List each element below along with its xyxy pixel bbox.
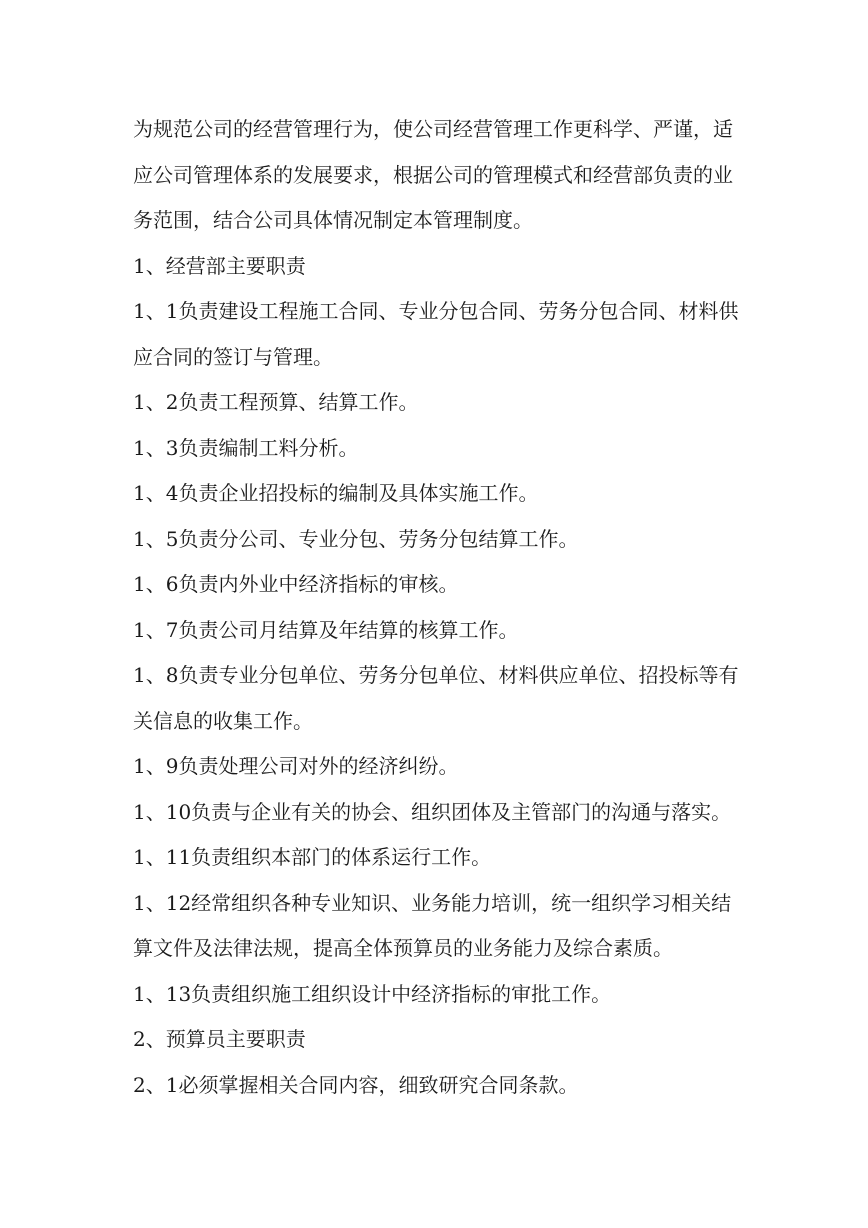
list-item-2-1: 2、1必须掌握相关合同内容，细致研究合同条款。 [133, 1072, 579, 1097]
list-item-1-1: 1、1负责建设工程施工合同、专业分包合同、劳务分包合同、材料供应合同的签订与管理。 [133, 299, 739, 369]
list-item-1-9: 1、9负责处理公司对外的经济纠纷。 [133, 754, 459, 778]
list-item-1-7: 1、7负责公司月结算及年结算的核算工作。 [133, 617, 519, 642]
section-heading-1: 1、经营部主要职责 [133, 253, 306, 278]
list-item-1-13: 1、13负责组织施工组织设计中经济指标的审批工作。 [133, 981, 612, 1006]
list-item-1-3: 1、3负责编制工料分析。 [133, 435, 359, 460]
list-item-1-11: 1、11负责组织本部门的体系运行工作。 [133, 845, 492, 869]
list-item-1-5: 1、5负责分公司、专业分包、劳务分包结算工作。 [133, 526, 579, 551]
list-item-1-8: 1、8负责专业分包单位、劳务分包单位、材料供应单位、招投标等有关信息的收集工作。 [133, 663, 739, 733]
list-item-1-4: 1、4负责企业招投标的编制及具体实施工作。 [133, 481, 539, 505]
list-item-1-12: 1、12经常组织各种专业知识、业务能力培训，统一组织学习相关结算文件及法律法规，提高全体预算员的业务能力及综合素质。 [133, 890, 732, 960]
document-body [133, 107, 745, 1108]
list-item-1-2: 1、2负责工程预算、结算工作。 [133, 390, 419, 414]
section-heading-2: 2、预算员主要职责 [133, 1027, 306, 1051]
intro-paragraph: 为规范公司的经营管理行为，使公司经营管理工作更科学、严谨，适应公司管理体系的发展要求，根据公司的管理模式和经营部负责的业务范围，结合公司具体情况制定本管理制度。 [133, 117, 733, 232]
list-item-1-6: 1、6负责内外业中经济指标的审核。 [133, 572, 459, 596]
list-item-1-10: 1、10负责与企业有关的协会、组织团体及主管部门的沟通与落实。 [133, 799, 732, 824]
